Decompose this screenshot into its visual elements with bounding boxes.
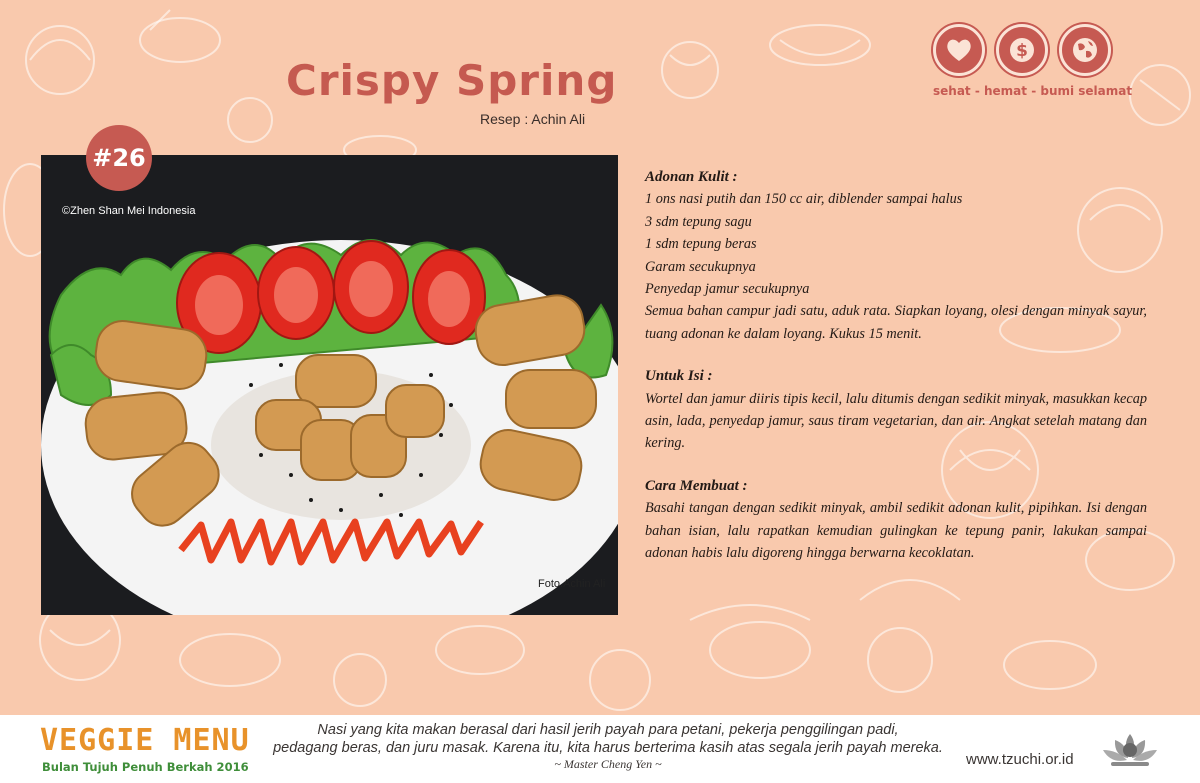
section-instructions: Basahi tangan dengan sedikit minyak, ambil sedikit adonan kulit, pipihkan. Isi dengan bahan isian, lalu rapatkan kemudian gulingkan ke tepung panir, lakukan sampai adonan habis lalu digoreng hingga berwarna kecoklatan. [645, 500, 1147, 562]
section-cara-membuat [645, 475, 1147, 565]
recipe-author: Resep : Achin Ali [480, 111, 586, 127]
dollar-icon [996, 24, 1048, 76]
value-badges [933, 24, 1133, 98]
photo-credit: Foto.Achin Ali [538, 578, 606, 590]
ingredient-line: 1 ons nasi putih dan 150 cc air, diblender sampai halus [645, 191, 963, 208]
section-heading: Cara Membuat : [645, 477, 748, 494]
brand-title: VEGGIE MENU [40, 723, 250, 758]
quote [268, 721, 948, 771]
svg-text:$: $ [1016, 41, 1028, 61]
section-instructions: Wortel dan jamur diiris tipis kecil, lalu ditumis dengan sedikit minyak, masukkan kecap asin, lada, penyedap jamur, saus tiram vegetarian, dan air. Angkat setelah matang dan kering. [645, 390, 1147, 452]
section-untuk-isi [645, 365, 1147, 455]
photo-copyright: ©Zhen Shan Mei Indonesia [62, 205, 196, 217]
dish-photo [41, 155, 618, 615]
dish-illustration [41, 155, 618, 615]
section-adonan-kulit [645, 166, 1147, 345]
section-heading: Adonan Kulit : [645, 169, 738, 185]
ingredient-line: Garam secukupnya [645, 258, 756, 275]
recipe-number-badge: #26 [86, 125, 152, 191]
quote-line: pedagang beras, dan juru masak. Karena itu, kita harus berterima kasih atas segala jerih payah mereka. [273, 740, 943, 756]
brand-subtitle: Bulan Tujuh Penuh Berkah 2016 [42, 760, 249, 774]
ingredient-line: Penyedap jamur secukupnya [645, 281, 810, 298]
footer [0, 715, 1200, 783]
page-title: Crispy Spring [286, 56, 618, 105]
globe-icon [1059, 24, 1111, 76]
quote-author: ~ Master Cheng Yen ~ [554, 757, 662, 771]
section-instructions: Semua bahan campur jadi satu, aduk rata. Siapkan loyang, olesi dengan minyak sayur, tuang adonan ke dalam loyang. Kukus 15 menit. [645, 303, 1147, 342]
recipe-text [645, 166, 1147, 585]
website-link[interactable]: www.tzuchi.or.id [966, 751, 1074, 768]
ingredient-line: 1 sdm tepung beras [645, 236, 757, 253]
ingredient-line: 3 sdm tepung sagu [645, 213, 752, 230]
section-heading: Untuk Isi : [645, 368, 713, 385]
tzuchi-lotus-logo [1101, 730, 1159, 770]
quote-line: Nasi yang kita makan berasal dari hasil jerih payah para petani, pekerja penggilingan padi, [317, 722, 899, 738]
heart-icon [933, 24, 985, 76]
tagline: sehat - hemat - bumi selamat [933, 84, 1133, 98]
